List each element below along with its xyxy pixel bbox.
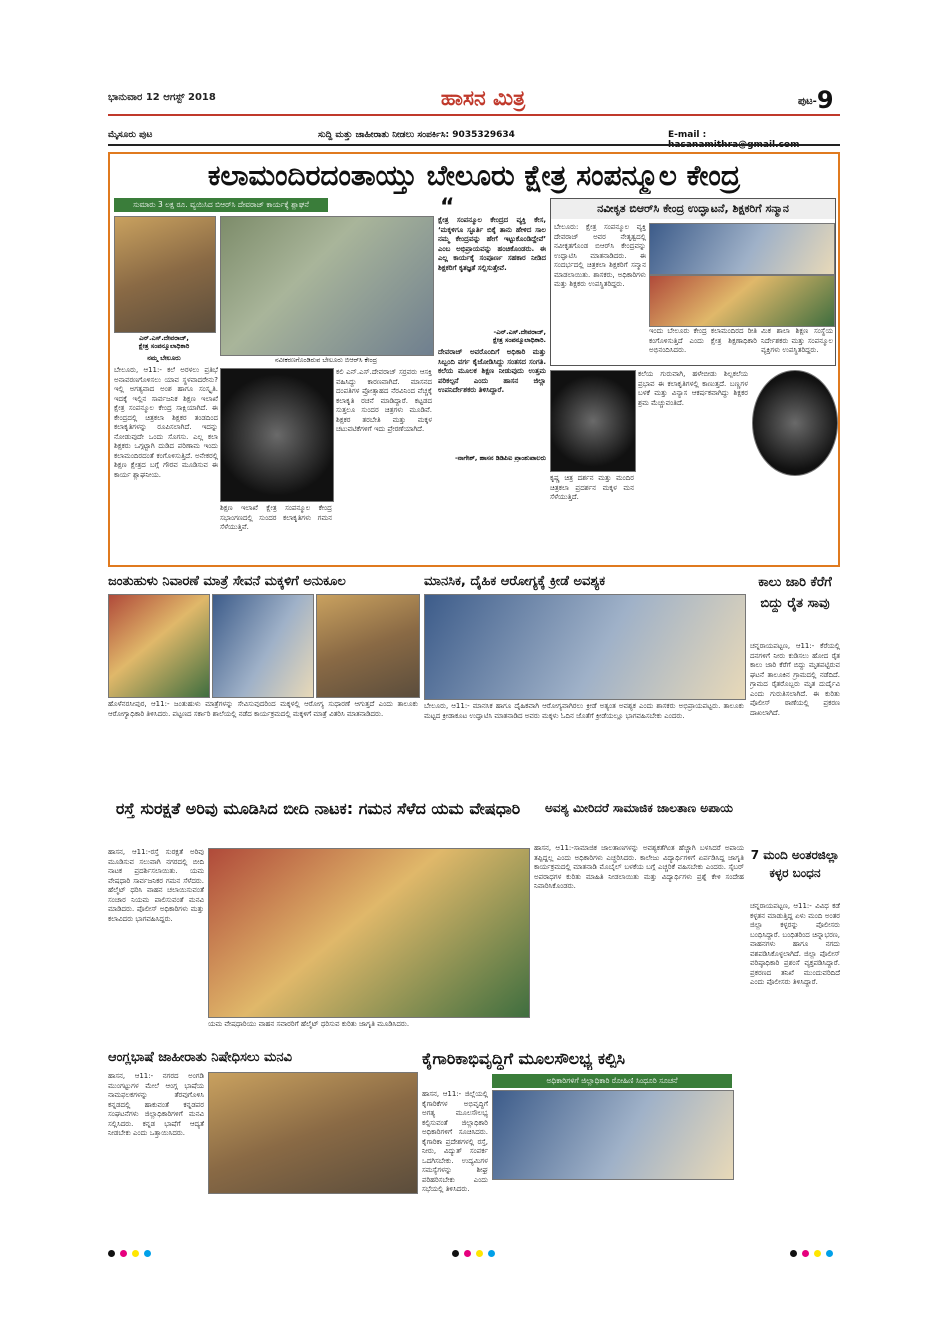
story-deworming (108, 572, 418, 794)
sports-photo (424, 594, 746, 700)
industry-body: ಹಾಸನ, ಆ11:- ಜಿಲ್ಲೆಯಲ್ಲಿ ಕೈಗಾರಿಕೆಗಳ ಅಭಿವೃದ್ಧಿಗೆ ಅಗತ್ಯ ಮೂಲಸೌಲಭ್ಯ ಕಲ್ಪಿಸುವಂತೆ ಜಿಲ್ಲಾಧಿಕಾರಿ ಅಧಿಕಾರಿಗಳಿಗೆ ಸೂಚಿಸಿದರು. ಕೈಗಾರಿಕಾ ಪ್ರದೇಶಗಳಲ್ಲಿ ರಸ್ತೆ, ನೀರು, ವಿದ್ಯುತ್ ಸಂಪರ್ಕ ಒದಗಿಸಬೇಕು. ಉದ್ಯಮಿಗಳ ಸಮಸ್ಯೆಗಳನ್ನು ಶೀಘ್ರ ಪರಿಹರಿಸಬೇಕು ಎಂದು ಸಭೆಯಲ್ಲಿ ತಿಳಿಸಿದರು. (422, 1090, 488, 1193)
story-road-safety (108, 798, 528, 1044)
page-number-box (798, 86, 840, 114)
art-body-right: ಕಲೆಯ ಗುರುವಾಗಿ, ಹಳೇಬೀಡು ಶಿಲ್ಪಕಲೆಯ ಪ್ರಭಾವ ಈ ಕಲಾಕೃತಿಗಳಲ್ಲಿ ಕಾಣುತ್ತದೆ. ಬಣ್ಣಗಳ ಬಳಕೆ ಮತ್ತು ವಿನ್ಯಾಸ ಆಕರ್ಷಕವಾಗಿದ್ದು ಶಿಕ್ಷಕರ ಶ್ರಮ ಮೆಚ್ಚುವಂತಿದೆ. (638, 370, 748, 407)
art-krishna-photo (550, 370, 636, 472)
portrait-photo (114, 216, 216, 333)
masthead-email: E-mail : (668, 130, 707, 140)
building-caption: ನವೀಕರಣಗೊಂಡಿರುವ ಬೇಲೂರು ಬಿಆರ್‌ಸಿ ಕೇಂದ್ರ (275, 356, 377, 364)
deworming-body: ಹೊಳೆನರಸೀಪುರ, ಆ11:- ಜಂತುಹುಳು ಮಾತ್ರೆಗಳನ್ನು ಸೇವಿಸುವುದರಿಂದ ಮಕ್ಕಳಲ್ಲಿ ಆರೋಗ್ಯ ಸುಧಾರಣೆ ಆಗುತ್ತದೆ ಎಂದು ತಾಲೂಕು ಆರೋಗ್ಯಾಧಿಕಾರಿ ತಿಳಿಸಿದರು. ಪಟ್ಟಣದ ಸರ್ಕಾರಿ ಶಾಲೆಯಲ್ಲಿ ನಡೆದ ಕಾರ್ಯಕ್ರಮದಲ್ಲಿ ಮಕ್ಕಳಿಗೆ ಮಾತ್ರೆ ವಿತರಿಸಿ ಮಾತನಾಡಿದರು. (108, 700, 418, 718)
sidebar-headline: ನವೀಕೃತ ಬಿಆರ್‌ಸಿ ಕೇಂದ್ರ ಉದ್ಘಾಟನೆ, ಶಿಕ್ಷಕರಿಗೆ ಸನ್ಮಾನ (551, 199, 835, 219)
sidebar-box (550, 198, 836, 366)
portrait-title: ಕ್ಷೇತ್ರ ಸಂಪನ್ಮೂಲಾಧಿಕಾರಿ (138, 342, 190, 350)
sidebar-caption-2: ಮಿಕ ಶಾಲಾ ಶಿಕ್ಷಣ ಸಂಸ್ಥೆಯ ನಿರ್ದೇಶಕರು ಮತ್ತು ಸಂಪನ್ಮೂಲ ವ್ಯಕ್ತಿಗಳು ಉಪಸ್ಥಿತರಿದ್ದರು. (761, 327, 833, 354)
page-number: 9 (816, 86, 834, 114)
social-body: ಹಾಸನ, ಆ11:-ಸಾಮಾಜಿಕ ಜಾಲತಾಣಗಳನ್ನು ಅವಶ್ಯಕತೆಗಿಂತ ಹೆಚ್ಚಾಗಿ ಬಳಸಿದರೆ ಅಪಾಯ ತಪ್ಪಿದ್ದಲ್ಲ ಎಂದು ಅಧಿಕಾರಿಗಳು ಎಚ್ಚರಿಸಿದರು. ಕಾಲೇಜು ವಿದ್ಯಾರ್ಥಿಗಳಿಗೆ ಏರ್ಪಡಿಸಿದ್ದ ಜಾಗೃತಿ ಕಾರ್ಯಕ್ರಮದಲ್ಲಿ ಮಾತನಾಡಿ ಮೊಬೈಲ್ ಬಳಕೆಯ ಬಗ್ಗೆ ಎಚ್ಚರಿಕೆ ವಹಿಸಬೇಕು ಎಂದರು. ಸೈಬರ್ ಅಪರಾಧಗಳ ಕುರಿತು ಮಾಹಿತಿ ನೀಡಲಾಯಿತು ಮತ್ತು ವಿದ್ಯಾರ್ಥಿಗಳು ಪ್ರಶ್ನೆ ಕೇಳಿ ಸಂದೇಹ ನಿವಾರಿಸಿಕೊಂಡರು. (534, 844, 744, 890)
art-caption-bottom: ಕೃಷ್ಣ ಚಿತ್ರ ದರ್ಶನ ಮತ್ತು ಮಂದಿರ ಚಿತ್ರಕಲಾ ಪ್ರದರ್ಶನ ಮಕ್ಕಳ ಮನ ಸೆಳೆಯುತ್ತಿದೆ. (550, 474, 634, 501)
thieves-body: ಚನ್ನರಾಯಪಟ್ಟಣ, ಆ11:- ವಿವಿಧ ಕಡೆ ಕಳ್ಳತನ ಮಾಡುತ್ತಿದ್ದ ಏಳು ಮಂದಿ ಅಂತರ ಜಿಲ್ಲಾ ಕಳ್ಳರನ್ನು ಪೊಲೀಸರು ಬಂಧಿಸಿದ್ದಾರೆ. ಬಂಧಿತರಿಂದ ಚಿನ್ನಾಭರಣ, ವಾಹನಗಳು ಹಾಗೂ ನಗದು ವಶಪಡಿಸಿಕೊಳ್ಳಲಾಗಿದೆ. ಜಿಲ್ಲಾ ಪೊಲೀಸ್ ವರಿಷ್ಠಾಧಿಕಾರಿ ಪ್ರಶಂಸೆ ವ್ಯಕ್ತಪಡಿಸಿದ್ದಾರೆ. ಪ್ರಕರಣದ ತನಿಖೆ ಮುಂದುವರಿದಿದೆ ಎಂದು ಪೊಲೀಸರು ತಿಳಿಸಿದ್ದಾರೆ. (750, 902, 840, 986)
masthead (108, 86, 840, 148)
footer-color-dots-left (108, 1242, 156, 1261)
story-sports (424, 572, 744, 794)
farmer-headline: ಕಾಲು ಜಾರಿ ಕೆರೆಗೆ ಬಿದ್ದು ರೈತ ಸಾವು (758, 575, 832, 611)
sidebar-photo-2 (649, 275, 835, 327)
masthead-contact (318, 130, 515, 140)
sidebar-body: ಬೇಲೂರು: ಕ್ಷೇತ್ರ ಸಂಪನ್ಮೂಲ ವ್ಯಕ್ತಿ ದೇವರಾಜ್ ಅವರ ನೇತೃತ್ವದಲ್ಲಿ ನವೀಕೃತಗೊಂಡ ಬಿಆರ್‌ಸಿ ಕೇಂದ್ರವನ್ನು ಉದ್ಘಾಟಿಸಿ ಮಾತನಾಡಿದರು. ಈ ಸಂದರ್ಭದಲ್ಲಿ ಚಿತ್ರಕಲಾ ಶಿಕ್ಷಕರಿಗೆ ಸನ್ಮಾನ ಮಾಡಲಾಯಿತು. ಶಾಸಕರು, ಅಧಿಕಾರಿಗಳು ಮತ್ತು ಶಿಕ್ಷಕರು ಉಪಸ್ಥಿತರಿದ್ದರು. (554, 223, 646, 288)
sidebar-caption: ಇಂದು ಬೇಲೂರು ಕೇಂದ್ರ ಕಲಾಮಂದಿರದ ರೀತಿ ಕಂಗೊಳಿಸುತ್ತಿದೆ ಎಂದು ಕ್ಷೇತ್ರ ಶಿಕ್ಷಣಾಧಿಕಾರಿ ಅಭಿನಂದಿಸಿದರು. (649, 327, 757, 354)
deworming-photo-3 (316, 594, 420, 698)
masthead-sub: ಮೈಸೂರು ಪುಟ (108, 130, 153, 140)
road-photo (208, 848, 530, 1018)
story-industry (422, 1048, 840, 1248)
ads-body: ಹಾಸನ, ಆ11:- ನಗರದ ಅಂಗಡಿ ಮುಂಗಟ್ಟುಗಳ ಮೇಲೆ ಆಂಗ್ಲ ಭಾಷೆಯ ನಾಮಫಲಕಗಳನ್ನು ತೆರವುಗೊಳಿಸಿ ಕನ್ನಡದಲ್ಲಿ ಹಾಕುವಂತೆ ಕನ್ನಡಪರ ಸಂಘಟನೆಗಳು ಜಿಲ್ಲಾಧಿಕಾರಿಗಳಿಗೆ ಮನವಿ ಸಲ್ಲಿಸಿದರು. ಕನ್ನಡ ಭಾಷೆಗೆ ಆದ್ಯತೆ ನೀಡಬೇಕು ಎಂದು ಒತ್ತಾಯಿಸಿದರು. (108, 1072, 204, 1137)
quote-attr-title: ಕ್ಷೇತ್ರ ಸಂಪನ್ಮೂಲಾಧಿಕಾರಿ. (492, 336, 546, 344)
deworming-photo-1 (108, 594, 210, 698)
story-farmer (750, 572, 840, 842)
social-headline: ಅವಶ್ಯ ಮೀರಿದರೆ ಸಾಮಾಜಿಕ ಜಾಲತಾಣ ಅಪಾಯ (545, 801, 733, 815)
ads-photo (208, 1072, 418, 1194)
quote-attribution (438, 328, 546, 344)
sports-headline: ಮಾನಸಿಕ, ದೈಹಿಕ ಆರೋಗ್ಯಕ್ಕೆ ಕ್ರೀಡೆ ಅವಶ್ಯಕ (424, 574, 606, 589)
contact-label: ಸುದ್ದಿ ಮತ್ತು ಜಾಹೀರಾತು ನೀಡಲು ಸಂಪರ್ಕಿಸಿ: (318, 130, 450, 140)
road-caption: ಯಮ ವೇಷಧಾರಿಯು ವಾಹನ ಸವಾರರಿಗೆ ಹೆಲ್ಮೆಟ್ ಧರಿಸುವ ಕುರಿತು ಜಾಗೃತಿ ಮೂಡಿಸಿದರು. (208, 1020, 410, 1028)
footer-color-dots-center (452, 1242, 500, 1261)
masthead-divider-bottom (108, 144, 840, 146)
sports-body: ಬೇಲೂರು, ಆ11:- ಮಾನಸಿಕ ಹಾಗೂ ದೈಹಿಕವಾಗಿ ಆರೋಗ್ಯವಾಗಿರಲು ಕ್ರೀಡೆ ಅತ್ಯಂತ ಅವಶ್ಯಕ ಎಂದು ಶಾಸಕರು ಅಭಿಪ್ರಾಯಪಟ್ಟರು. ತಾಲೂಕು ಮಟ್ಟದ ಕ್ರೀಡಾಕೂಟ ಉದ್ಘಾಟಿಸಿ ಮಾತನಾಡಿದ ಅವರು ಮಕ್ಕಳು ಓದಿನ ಜೊತೆಗೆ ಕ್ರೀಡೆಯಲ್ಲೂ ಭಾಗವಹಿಸಬೇಕು ಎಂದರು. (424, 702, 744, 720)
deworming-headline: ಜಂತುಹುಳು ನಿವಾರಣೆ ಮಾತ್ರೆ ಸೇವನೆ ಮಕ್ಕಳಿಗೆ ಅನುಕೂಲ (108, 574, 346, 589)
lead-strap: ಸುಮಾರು 3 ಲಕ್ಷ ರೂ. ವ್ಯಯಿಸಿದ ಬಿಆರ್‌ಸಿ ದೇವರಾಜ್ ಕಾರ್ಯಕ್ಕೆ ಶ್ಲಾಘನೆ (114, 198, 328, 212)
issue-date: ಭಾನುವಾರ 12 ಆಗಸ್ಟ್ 2018 (108, 92, 216, 103)
industry-headline: ಕೈಗಾರಿಕಾಭಿವೃದ್ಧಿಗೆ ಮೂಲಸೌಲಭ್ಯ ಕಲ್ಪಿಸಿ (422, 1049, 625, 1068)
sidebar-photo-1 (649, 223, 835, 275)
masthead-divider-top (108, 114, 840, 116)
quote-mark-icon: “ (440, 195, 455, 220)
road-headline: ರಸ್ತೆ ಸುರಕ್ಷತೆ ಅರಿವು ಮೂಡಿಸಿದ ಬೀದಿ ನಾಟಕ: ಗಮನ ಸೆಳೆದ ಯಮ ವೇಷಧಾರಿ (115, 799, 521, 818)
art-oval-photo (752, 370, 838, 476)
page-label: ಪುಟ- (798, 96, 817, 107)
road-body: ಹಾಸನ, ಆ11:-ರಸ್ತೆ ಸುರಕ್ಷತೆ ಅರಿವು ಮೂಡಿಸುವ ಸಲುವಾಗಿ ನಗರದಲ್ಲಿ ಬೀದಿ ನಾಟಕ ಪ್ರದರ್ಶಿಸಲಾಯಿತು. ಯಮ ವೇಷಧಾರಿ ಸಾರ್ವಜನಿಕರ ಗಮನ ಸೆಳೆದರು. ಹೆಲ್ಮೆಟ್ ಧರಿಸಿ ವಾಹನ ಚಲಾಯಿಸುವಂತೆ ಸಂಚಾರ ನಿಯಮ ಪಾಲಿಸುವಂತೆ ಮನವಿ ಮಾಡಿದರು. ಪೊಲೀಸ್ ಅಧಿಕಾರಿಗಳು ಮತ್ತು ಕಲಾವಿದರು ಭಾಗವಹಿಸಿದ್ದರು. (108, 848, 204, 923)
story-thieves (750, 846, 840, 1044)
building-photo (220, 216, 434, 356)
ads-headline: ಆಂಗ್ಲಭಾಷೆ ಜಾಹೀರಾತು ನಿಷೇಧಿಸಲು ಮನವಿ (108, 1050, 292, 1065)
contact-phone: 9035329634 (452, 130, 515, 140)
lead-story (108, 152, 840, 567)
story-english-ads (108, 1048, 416, 1248)
story-social-media (534, 798, 744, 1044)
footer-color-dots-right (790, 1242, 838, 1261)
lead-headline: ಕಲಾಮಂದಿರದಂತಾಯ್ತು ಬೇಲೂರು ಕ್ಷೇತ್ರ ಸಂಪನ್ಮೂಲ ಕೇಂದ್ರ (207, 159, 741, 192)
portrait-name: ಎನ್.ಎಸ್.ದೇವರಾಜ್, (139, 334, 189, 342)
deworming-photo-2 (212, 594, 314, 698)
industry-strap: ಅಧಿಕಾರಿಗಳಿಗೆ ಜಿಲ್ಲಾಧಿಕಾರಿ ರೋಹಿಣಿ ಸಿಂಧೂರಿ ಸೂಚನೆ (492, 1074, 732, 1088)
lead-byline: ನಮ್ಮ ಬೇಲೂರು (147, 354, 181, 362)
lead-quote: ಕ್ಷೇತ್ರ ಸಂಪನ್ಮೂಲ ಕೇಂದ್ರದ ವ್ಯಕ್ತಿ ಕೇಸ, ‘ಮಕ್ಕಳಿಗೂ ಸ್ಫೂರ್ತಿ ಬಿಕ್ಕೆ ತಾನು ಹೇಳಿದ ಸಾಲ ನಮ್ಮ ಕೇಂದ್ರವನ್ನು ಹೇಗೆ ಇಟ್ಟುಕೊಂಡಿದ್ದೇವೆ’ ಎಂಬ ಅಭಿಪ್ರಾಯವನ್ನು ಹಂಚಿಕೊಂಡರು. ಈ ಎಲ್ಲ ಕಾರ್ಯಕ್ಕೆ ಸಂಪೂರ್ಣ ಸಹಕಾರ ನೀಡಿದ ಶಿಕ್ಷಕರಿಗೆ ಕೃತಜ್ಞತೆ ಸಲ್ಲಿಸುತ್ತೇವೆ. (438, 216, 546, 272)
newspaper-title: ಹಾಸನ ಮಿತ್ರ (440, 86, 526, 110)
quote-col-body: ದೇವರಾಜ್ ಅವರೊಂದಿಗೆ ಅಧಿಕಾರಿ ಮತ್ತು ಸಿಬ್ಬಂದಿ ವರ್ಗ ಕೈಜೋಡಿಸಿದ್ದು ಸಂತಸದ ಸಂಗತಿ. ಕಲೆಯ ಮೂಲಕ ಶಿಕ್ಷಣ ನೀಡುವುದು ಉತ್ತಮ ಪರಿಕಲ್ಪನೆ ಎಂದು ಹಾಸನ ಜಿಲ್ಲಾ ಉಪನಿರ್ದೇಶಕರು ತಿಳಿಸಿದ್ದಾರೆ. (438, 348, 546, 394)
industry-photo (492, 1090, 734, 1180)
art-mask-photo (220, 368, 334, 502)
lead-body-col1: ಬೇಲೂರು, ಆ11:- ಕಲೆ ಅರಳಲು ಪ್ರತಿಭೆ ಅನಾವರಣಗೊಳಿಸಲು ಯಾವ ಸ್ಥಳವಾದರೇನು? ಇಲ್ಲಿ ಅಗತ್ಯವಾದ ಅಂಶ ಹಾಗೂ ಸಂಸ್ಕೃತಿ. ಇದಕ್ಕೆ ಇಲ್ಲಿನ ಸಾರ್ವಜನಿಕ ಶಿಕ್ಷಣ ಇಲಾಖೆ ಕ್ಷೇತ್ರ ಸಂಪನ್ಮೂಲ ಕೇಂದ್ರ ಸಾಕ್ಷಿಯಾಗಿದೆ. ಈ ಕೇಂದ್ರದಲ್ಲಿ ಚಿತ್ರಕಲಾ ಶಿಕ್ಷಕರ ತಂಡದಿಂದ ಕಲಾಕೃತಿಗಳನ್ನು ರೂಪಿಸಲಾಗಿದೆ. ಇದನ್ನು ನೋಡುವುದೇ ಒಂದು ಸೊಗಸು. ಎಲ್ಲ ಕಲಾ ಶಿಕ್ಷಕರು ಒಗ್ಗಟ್ಟಾಗಿ ದುಡಿದ ಪರಿಣಾಮ ಇಂದು ಕಲಾಮಂದಿರದಂತೆ ಕಂಗೊಳಿಸುತ್ತಿದೆ. ಅನೇಕರಲ್ಲಿ ಶಿಕ್ಷಣ ಕ್ಷೇತ್ರದ ಬಗ್ಗೆ ಗೌರವ ಮೂಡಿಸುವ ಈ ಕಾರ್ಯ ಶ್ಲಾಘನೀಯ. (114, 366, 218, 479)
lead-body-col2: ಕಲಿ ಎನ್.ಎಸ್.ದೇವರಾಜ್ ಸರ್‍ರವರು ಆಸಕ್ತಿ ವಹಿಸಿದ್ದು ಕಾರಣವಾಗಿದೆ. ಮಾಸನದ ದಂಪತಿಗಳ ಪ್ರೋತ್ಸಾಹದ ನೆರವಿನಿಂದ ವೆಚ್ಚಕ್ಕೆ ಕಲಾಕೃತಿ ರಚನೆ ಮಾಡಿದ್ದಾರೆ. ಕಟ್ಟಡದ ಸುತ್ತಲೂ ಸುಂದರ ಚಿತ್ರಗಳು ಮೂಡಿವೆ. ಶಿಕ್ಷಕರ ತರಬೇತಿ ಮತ್ತು ಮಕ್ಕಳ ಚಟುವಟಿಕೆಗಳಿಗೆ ಇದು ಪ್ರೇರಣೆಯಾಗಿದೆ. (336, 368, 432, 433)
farmer-body: ಚನ್ನರಾಯಪಟ್ಟಣ, ಆ11:- ಕೆರೆಯಲ್ಲಿ ದನಗಳಿಗೆ ನೀರು ಕುಡಿಸಲು ಹೋದ ರೈತ ಕಾಲು ಜಾರಿ ಕೆರೆಗೆ ಬಿದ್ದು ಮೃತಪಟ್ಟಿರುವ ಘಟನೆ ತಾಲೂಕಿನ ಗ್ರಾಮದಲ್ಲಿ ನಡೆದಿದೆ. ಗ್ರಾಮದ ರೈತರೊಬ್ಬರು ಮೃತ ದುರ್ದೈವಿ ಎಂದು ಗುರುತಿಸಲಾಗಿದೆ. ಈ ಕುರಿತು ಪೊಲೀಸ್ ಠಾಣೆಯಲ್ಲಿ ಪ್ರಕರಣ ದಾಖಲಾಗಿದೆ. (750, 642, 840, 717)
quote2-attribution: -ನಾಗೇಶ್, ಹಾಸನ ಡಿಡಿಪಿಐ ಪ್ರಾಂಶುಪಾಲರು (454, 454, 546, 462)
industry-body-side (738, 1090, 840, 1248)
thieves-headline: 7 ಮಂದಿ ಅಂತರಜಿಲ್ಲಾ ಕಳ್ಳರ ಬಂಧನ (750, 848, 840, 880)
quote-attr-name: -ಎನ್.ಎಸ್.ದೇವರಾಜ್, (493, 328, 546, 336)
art-caption-left: ಶಿಕ್ಷಣ ಇಲಾಖೆ ಕ್ಷೇತ್ರ ಸಂಪನ್ಮೂಲ ಕೇಂದ್ರ ಸಭಾಂಗಣದಲ್ಲಿ ಸುಂದರ ಕಲಾಕೃತಿಗಳು ಗಮನ ಸೆಳೆಯುತ್ತಿವೆ. (220, 504, 332, 531)
portrait-caption (114, 334, 214, 350)
